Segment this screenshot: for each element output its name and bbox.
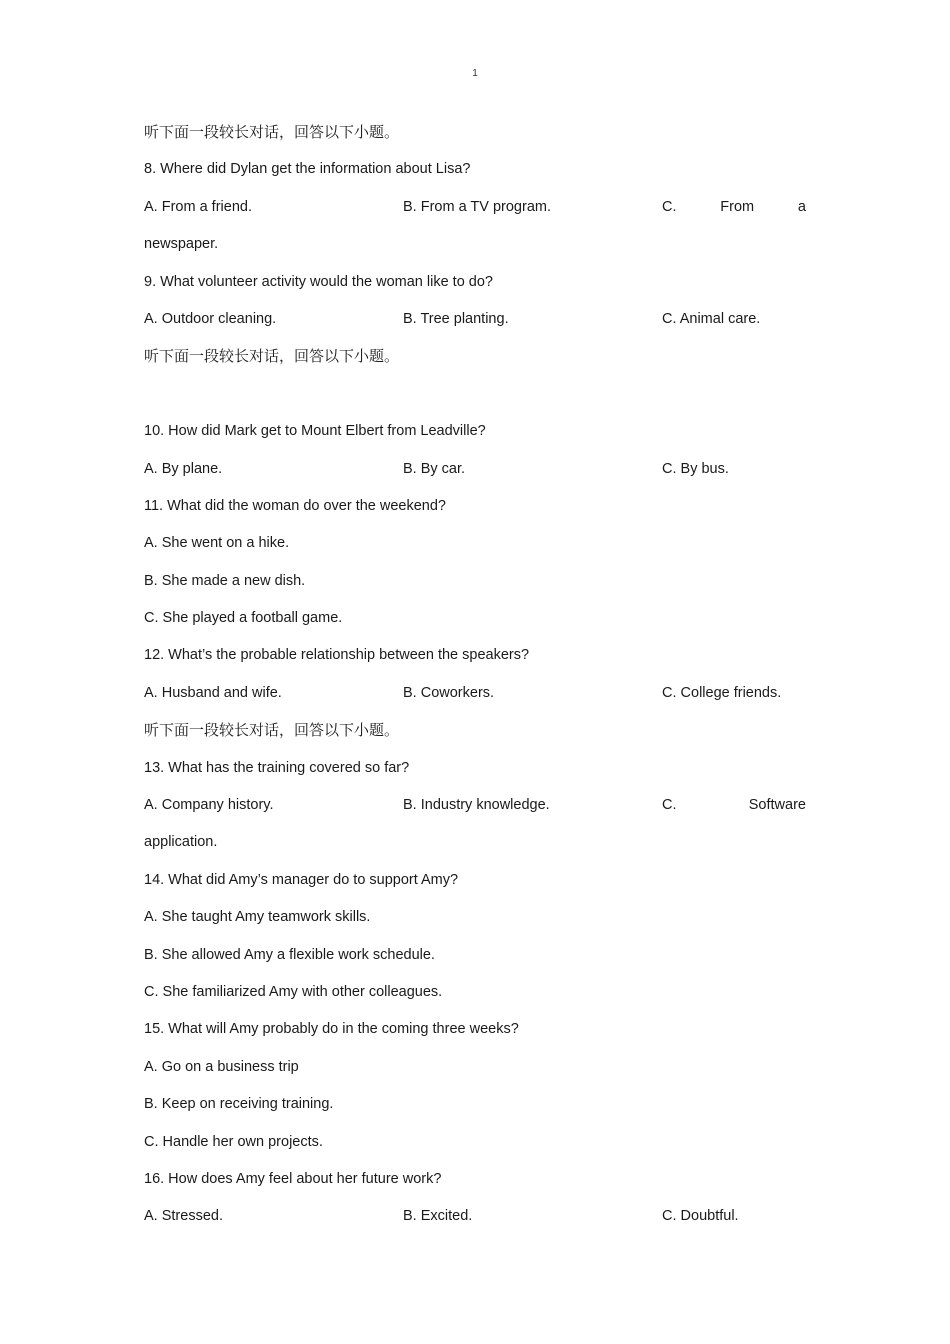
option-c-word: C. <box>662 198 677 215</box>
option-c-word: C. <box>662 797 677 814</box>
option-c: C. Handle her own projects. <box>144 1133 323 1150</box>
question-16: 16. How does Amy feel about her future work? <box>144 1170 442 1187</box>
option-a: A. From a friend. <box>144 198 252 215</box>
question-12: 12. What’s the probable relationship between the speakers? <box>144 647 530 664</box>
options-row-13 <box>144 787 806 824</box>
option-a: A. She went on a hike. <box>144 535 290 552</box>
question-11: 11. What did the woman do over the weekend? <box>144 497 447 514</box>
option-b: B. Coworkers. <box>403 684 495 701</box>
option-c-word: From <box>720 198 755 215</box>
section-instruction: 听下面一段较长对话，回答以下小题。 <box>144 123 400 141</box>
option-b: B. From a TV program. <box>403 198 551 215</box>
option-c <box>662 189 806 226</box>
blank-line <box>144 376 806 413</box>
option-c: C. She familiarized Amy with other colleagues. <box>144 983 443 1000</box>
section-instruction: 听下面一段较长对话，回答以下小题。 <box>144 347 400 366</box>
question-13: 13. What has the training covered so far? <box>144 759 410 776</box>
options-row-16 <box>144 1198 806 1235</box>
option-b: B. By car. <box>403 460 466 477</box>
option-c-word: a <box>797 198 806 215</box>
question-14: 14. What did Amy’s manager do to support Amy? <box>144 871 459 888</box>
option-b: B. She made a new dish. <box>144 572 306 589</box>
page-number: 1 <box>472 68 478 79</box>
option-b: B. Industry knowledge. <box>403 797 550 814</box>
option-b: B. She allowed Amy a flexible work schedule. <box>144 946 435 963</box>
section-instruction: 听下面一段较长对话，回答以下小题。 <box>144 721 400 740</box>
option-c-continuation: application. <box>144 834 218 851</box>
option-c: C. Doubtful. <box>662 1208 739 1225</box>
options-row-9 <box>144 301 806 338</box>
option-a: A. Go on a business trip <box>144 1058 299 1075</box>
question-8: 8. Where did Dylan get the information about Lisa? <box>144 161 471 178</box>
option-a: A. She taught Amy teamwork skills. <box>144 909 371 926</box>
option-c-word: Software <box>748 797 806 814</box>
option-a: A. Husband and wife. <box>144 684 282 701</box>
question-9: 9. What volunteer activity would the woman like to do? <box>144 273 493 290</box>
question-15: 15. What will Amy probably do in the coming three weeks? <box>144 1021 519 1038</box>
option-c: C. By bus. <box>662 460 729 477</box>
option-c-continuation: newspaper. <box>144 236 219 253</box>
options-row-8 <box>144 189 806 226</box>
option-b: B. Keep on receiving training. <box>144 1096 334 1113</box>
option-a: A. Outdoor cleaning. <box>144 310 277 327</box>
option-c: C. She played a football game. <box>144 610 343 627</box>
option-c: C. College friends. <box>662 684 782 701</box>
question-10: 10. How did Mark get to Mount Elbert from Leadville? <box>144 423 486 440</box>
options-row-10 <box>144 451 806 488</box>
options-row-12 <box>144 675 806 712</box>
option-c <box>662 787 806 824</box>
option-c: C. Animal care. <box>662 310 761 327</box>
option-a: A. By plane. <box>144 460 223 477</box>
document-body <box>144 114 806 1236</box>
option-b: B. Excited. <box>403 1208 473 1225</box>
option-a: A. Stressed. <box>144 1208 223 1225</box>
option-a: A. Company history. <box>144 797 274 814</box>
option-b: B. Tree planting. <box>403 310 509 327</box>
